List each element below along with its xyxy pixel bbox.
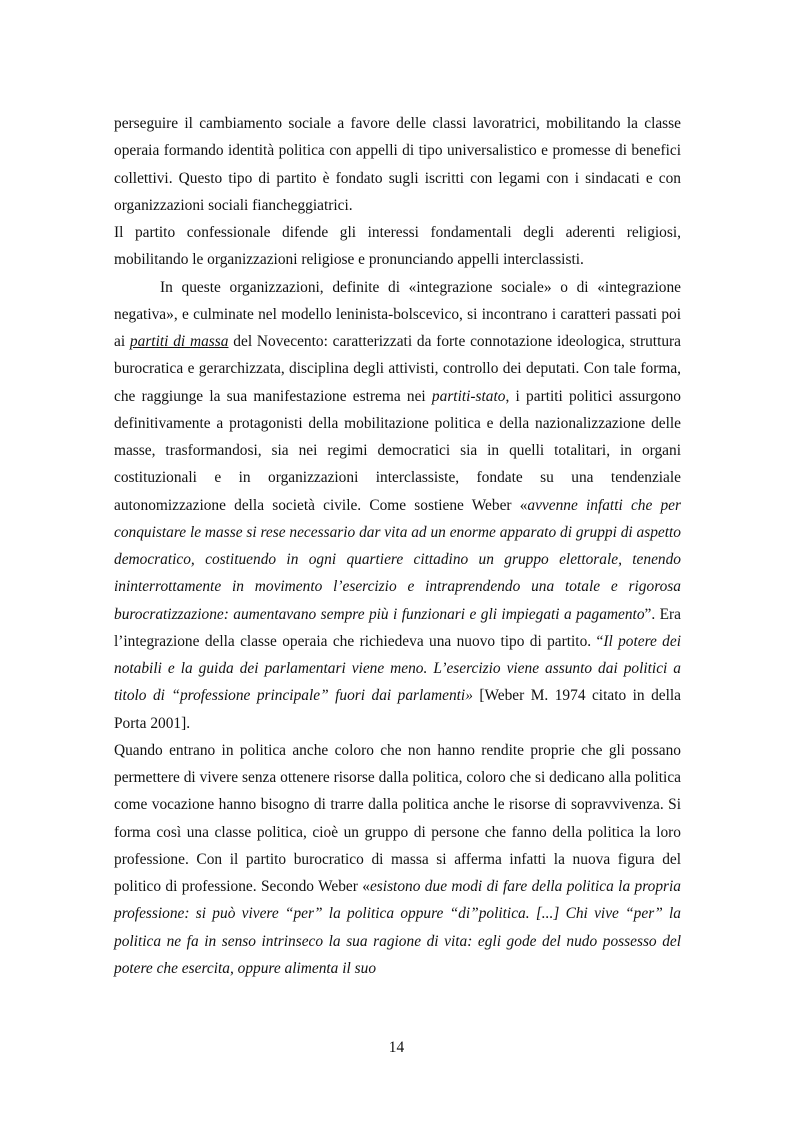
italic-quote: Il potere dei notabili e la guida dei parlamentari viene meno. L’esercizio viene assunto dai politici a titolo di “professione principale” fuori dai parlamenti» <box>114 632 681 705</box>
body-text <box>114 110 681 982</box>
text-run: perseguire il cambiamento sociale a favore delle classi lavoratrici, mobilitando la classe operaia formando identità politica con appelli di tipo universalistico e promesse di benefici collettivi. Questo tipo di partito è fondato sugli iscritti con legami con i sindacati e con organizzazioni sociali fiancheggiatrici. <box>114 115 681 214</box>
text-run: del Novecento: caratterizzati da forte connotazione ideologica, struttura burocratica e gerarchizzata, disciplina degli attivisti, controllo dei deputati. Con tale forma, che raggiunge la sua manifestazione estrema nei <box>114 333 681 405</box>
text-run: Quando entrano in politica anche coloro che non hanno rendite proprie che gli possano permettere di vivere senza ottenere risorse dalla politica, coloro che si dedicano alla politica come vocazione hanno bisogno di trarre dalla politica anche le risorse di sopravvivenza. Si forma così una classe politica, cioè un gruppo di persone che fanno della politica la loro professione. Con il partito burocratico di massa si afferma infatti la nuova figura del politico di professione. Secondo Weber « <box>114 741 681 895</box>
paragraph-confessional-party <box>114 219 681 274</box>
italic-quote: avvenne infatti che per conquistare le masse si rese necessario dar vita ad un enorme apparato di gruppi di aspetto democratico, costituendo in ogni quartiere cittadino un gruppo elettorale, tenendo ininterrottamente in movimento l’esercizio e intraprendendo una totale e rigorosa burocratizzazione: aumentavano sempre più i funzionari e gli impiegati a pagamento <box>114 496 681 623</box>
paragraph-mass-parties <box>114 274 681 737</box>
paragraph-professional-politician <box>114 737 681 982</box>
page-number: 14 <box>388 1039 405 1056</box>
text-run: Il partito confessionale difende gli interessi fondamentali degli aderenti religiosi, mobilitando le organizzazioni religiose e pronunciando appelli interclassisti. <box>114 224 681 269</box>
italic-quote: esistono due modi di fare della politica la propria professione: si può vivere “per” la politica oppure “di”politica. [...] Chi vive “per” la politica ne fa in senso intrinseco la sua ragione di vita: egli gode del nudo possesso del potere che esercita, oppure alimenta il suo <box>114 878 681 977</box>
italic-quote: partiti-stato <box>431 387 506 405</box>
underlined-term: partiti di massa <box>129 333 229 350</box>
text-run: In queste organizzazioni, definite di «integrazione sociale» o di «integrazione negativa», e culminate nel modello leninista-bolscevico, si incontrano i caratteri passati poi ai <box>114 278 681 350</box>
text-run: ”. Era l’integrazione della classe operaia che richiedeva una nuovo tipo di partito. “ <box>114 605 682 650</box>
text-run: [Weber M. 1974 citato in della Porta 2001]. <box>114 687 681 732</box>
paragraph-working-class-parties <box>114 110 681 219</box>
text-run: , i partiti politici assurgono definitivamente a protagonisti della mobilitazione politica e della nazionalizzazione delle masse, trasformandosi, sia nei regimi democratici sia in quelli totalitari, in organi costituzionali e in organizzazioni interclassiste, fondate su una tendenziale autonomizzazione della società civile. Come sostiene Weber « <box>114 387 681 514</box>
